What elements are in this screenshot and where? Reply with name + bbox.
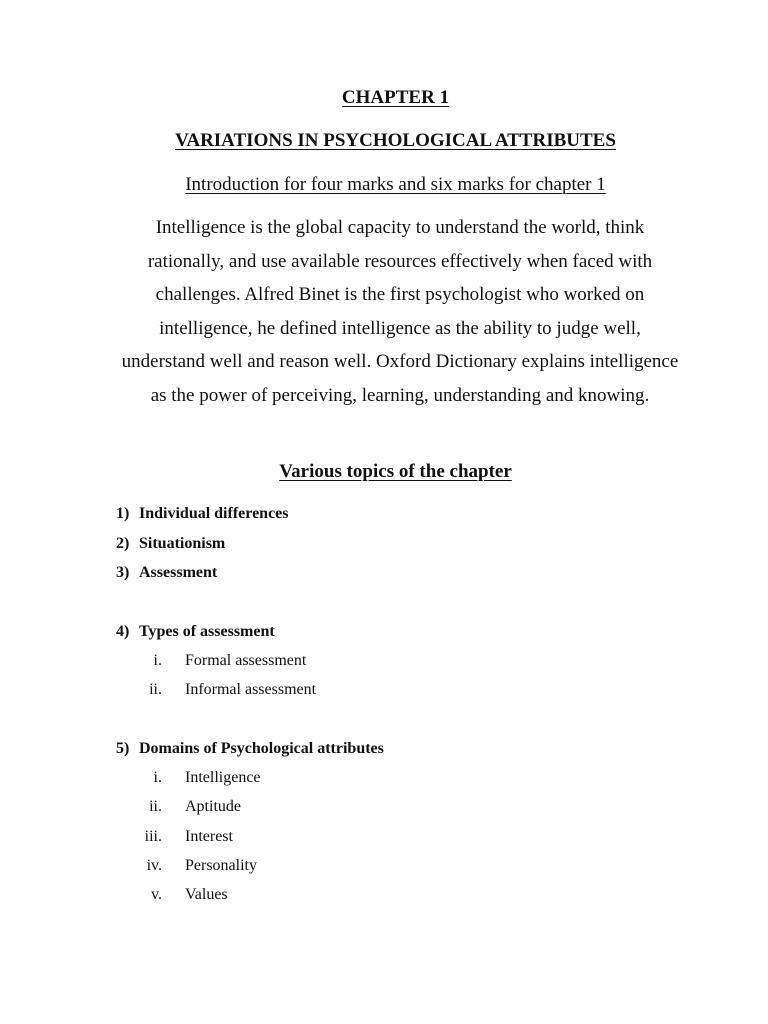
roman-numeral: ii. <box>149 681 162 698</box>
sub-list-item <box>120 886 228 904</box>
roman-numeral: i. <box>153 769 162 786</box>
topic-number: 1) <box>116 505 130 522</box>
sub-item-label: Formal assessment <box>185 652 307 669</box>
topic-label: Types of assessment <box>139 623 275 640</box>
topic-label: Domains of Psychological attributes <box>139 740 384 757</box>
sub-list-item <box>120 798 241 816</box>
sub-list-item <box>120 828 233 846</box>
roman-numeral: v. <box>151 886 162 903</box>
roman-numeral: ii. <box>149 798 162 815</box>
topic-item <box>116 623 275 641</box>
topic-label: Individual differences <box>139 505 289 522</box>
sub-list-item <box>120 652 306 670</box>
topic-number: 2) <box>116 535 130 552</box>
roman-numeral: iv. <box>146 857 162 874</box>
chapter-title: VARIATIONS IN PSYCHOLOGICAL ATTRIBUTES <box>175 130 616 151</box>
topic-item <box>116 535 225 553</box>
intro-subtitle: Introduction for four marks and six marks for chapter 1 <box>185 174 606 195</box>
sub-list-item <box>120 857 257 875</box>
roman-numeral: i. <box>153 652 162 669</box>
chapter-label: CHAPTER 1 <box>341 87 450 108</box>
sub-item-label: Aptitude <box>185 798 241 815</box>
sub-item-label: Interest <box>185 828 233 845</box>
topic-number: 3) <box>116 564 130 581</box>
topic-number: 4) <box>116 623 130 640</box>
topic-label: Assessment <box>139 564 218 581</box>
sub-list-item <box>120 769 261 787</box>
intro-paragraph: Intelligence is the global capacity to understand the world, think rationally, and use available resources effectively when faced with challenges. Alfred Binet is the first psychologist who worked on intelligence, he defined intelligence as the ability to judge well, understand well and reason well. Oxford Dictionary explains intelligence as the power of perceiving, learning, understanding and knowing. <box>121 217 679 406</box>
topic-item <box>116 564 217 582</box>
sub-item-label: Intelligence <box>185 769 261 786</box>
sub-item-label: Personality <box>185 857 257 874</box>
topic-item <box>116 505 289 523</box>
sub-item-label: Values <box>185 886 228 903</box>
topic-item <box>116 740 384 758</box>
sub-item-label: Informal assessment <box>185 681 317 698</box>
topic-label: Situationism <box>139 535 226 552</box>
topics-heading: Various topics of the chapter <box>279 461 512 482</box>
topic-number: 5) <box>116 740 130 757</box>
sub-list-item <box>120 681 316 699</box>
roman-numeral: iii. <box>144 828 162 845</box>
